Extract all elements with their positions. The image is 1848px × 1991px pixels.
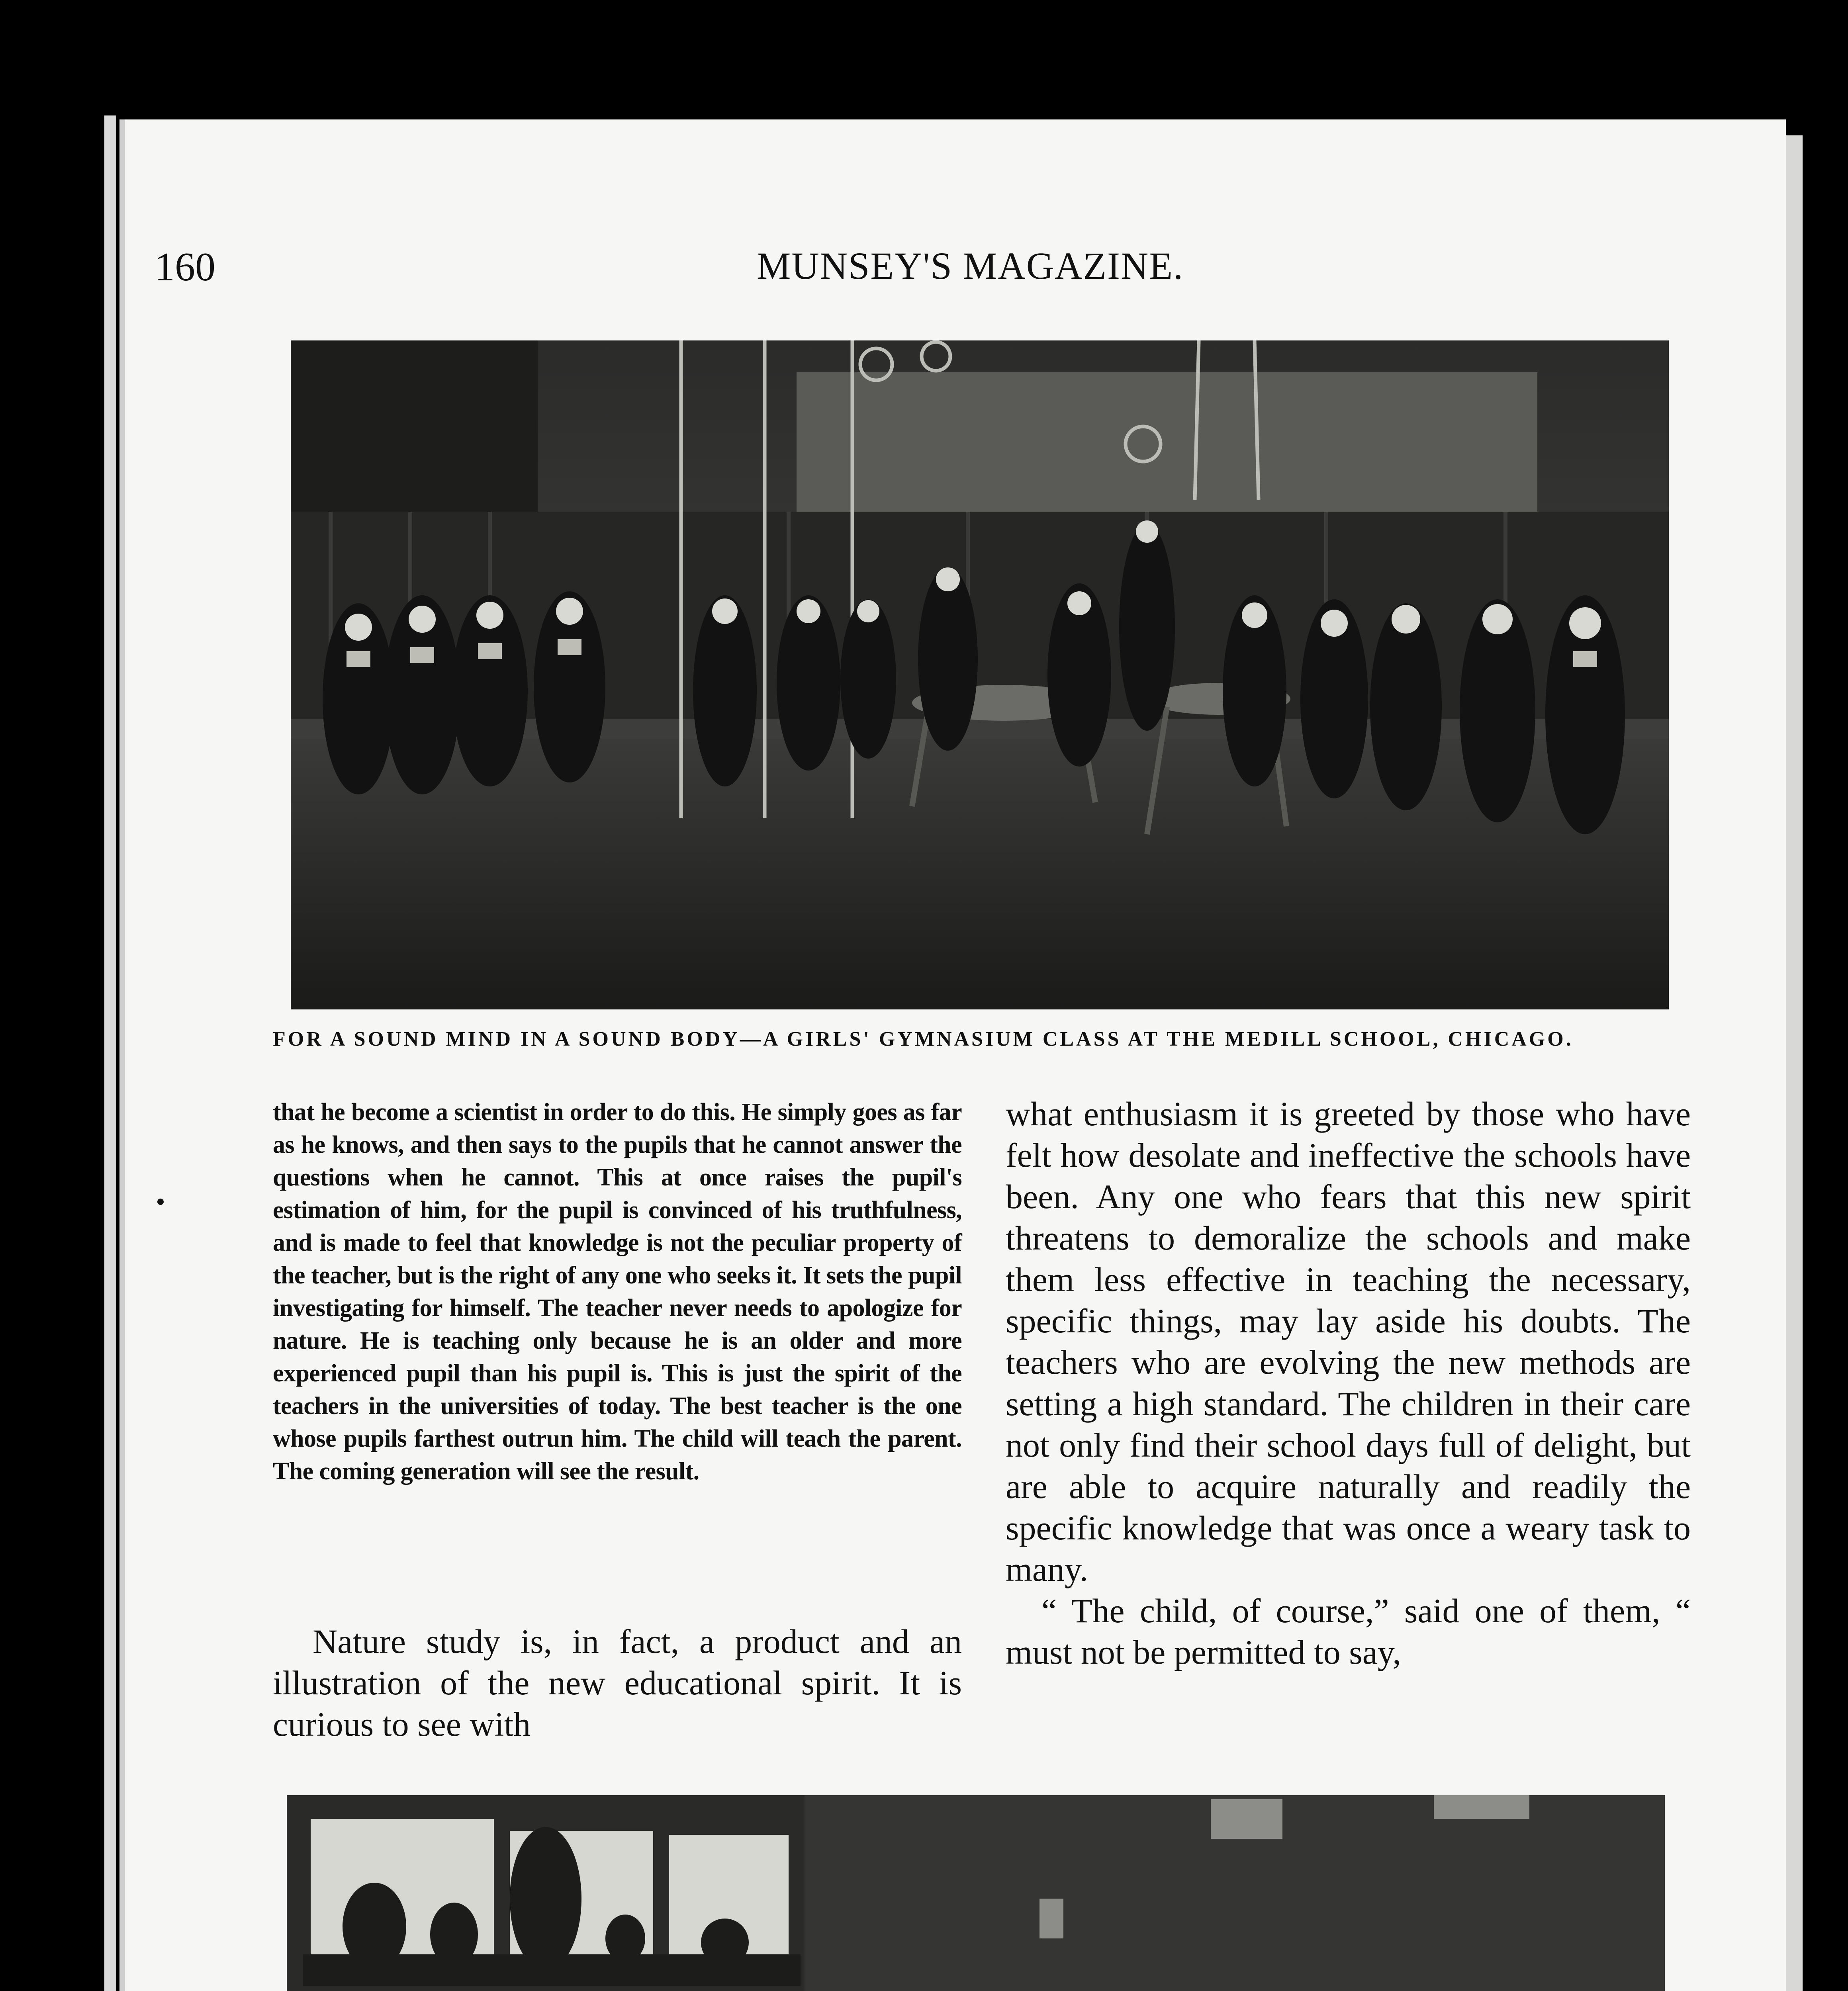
top-photo-caption: FOR A SOUND MIND IN A SOUND BODY—A GIRLS' GYMNASIUM CLASS AT THE MEDILL SCHOOL, CHICAGO. — [273, 1028, 1574, 1050]
page-number: 160 — [155, 244, 215, 289]
kindergarten-class-photo — [287, 1795, 1665, 1991]
page-edge-left — [104, 115, 116, 1991]
running-head-title: MUNSEY'S MAGAZINE. — [757, 244, 1184, 287]
gymnasium-class-photo — [291, 340, 1669, 1009]
left-column-small-type: that he become a scientist in order to do this. He simply goes as far as he knows, and then says to the pupils that he cannot answer the questions when he cannot. This at once raises the pupil's estimation of him, for the pupil is convinced of his truthfulness, and is made to feel that knowledge is not the peculiar property of the teacher, but is the right of any one who seeks it. It sets the pupil investigating for himself. The teacher never needs to apologize for nature. He is teaching only because he is an older and more experienced pupil than his pupil is. This is just the spirit of the teachers in the universities of today. The best teacher is the one whose pupils farthest outrun him. The child will teach the parent. The coming generation will see the result. — [273, 1099, 962, 1485]
right-column-paragraph-2: “ The child, of course,” said one of them, “ must not be permitted to say, — [1006, 1592, 1691, 1671]
left-column-paragraph: Nature study is, in fact, a product and an illustration of the new educational spirit. It is curious to see with — [273, 1622, 962, 1743]
right-column — [1006, 1093, 1691, 1673]
right-column-paragraph-1: what enthusiasm it is greeted by those who have felt how desolate and ineffective the schools have been. Any one who fears that this new spirit threatens to demoralize the schools and make them less effective in teaching the necessary, specific things, may lay aside his doubts. The teachers who are evolving the new methods are setting a high standard. The children in their care not only find their school days full of delight, but are able to acquire naturally and readily the specific knowledge that was once a weary task to many. — [1006, 1095, 1691, 1588]
margin-dot — [157, 1199, 164, 1205]
